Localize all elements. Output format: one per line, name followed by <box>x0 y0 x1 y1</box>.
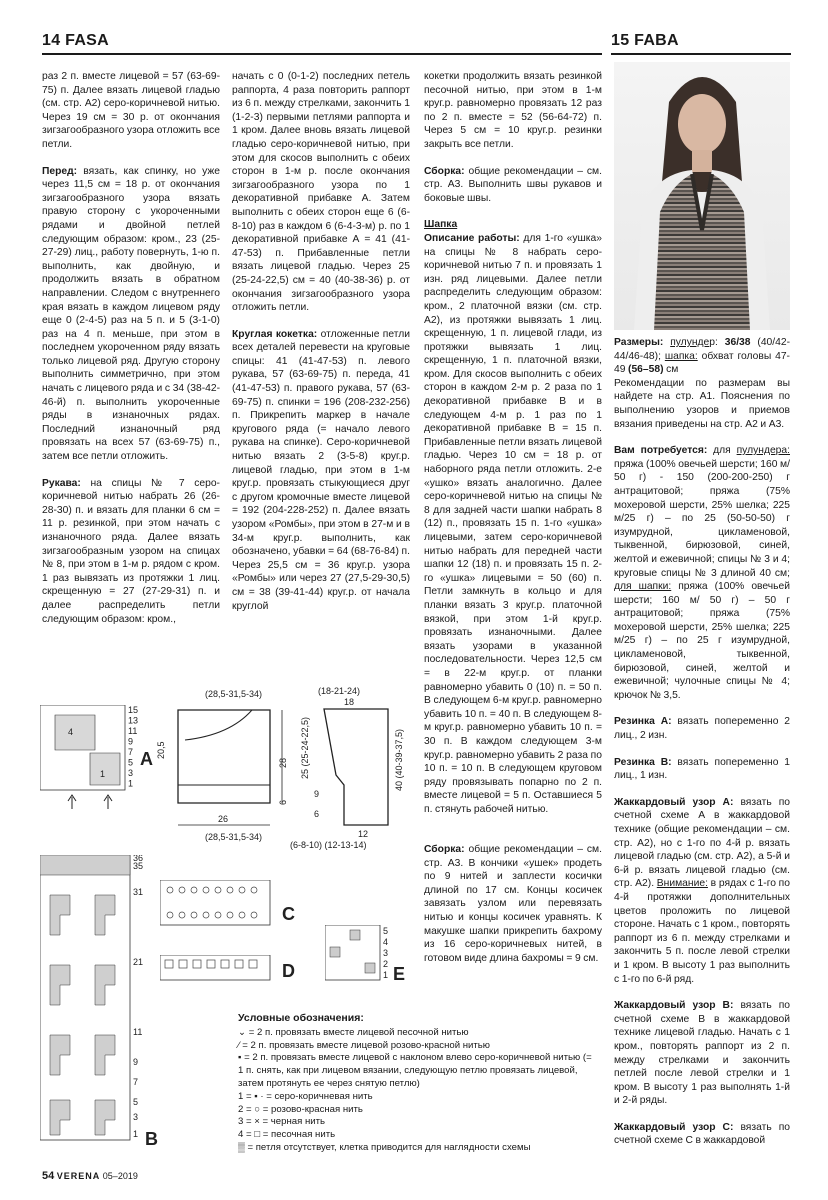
header-rule-right <box>611 53 791 55</box>
chart-c <box>160 880 305 950</box>
body-width-measure: 26 <box>218 814 229 824</box>
paragraph-rib-b: Резинка В: вязать попеременно 1 лиц., 1 изн. <box>614 756 791 782</box>
sleeve-9: 9 <box>314 789 320 799</box>
chart-b-row-number: 7 <box>133 1077 139 1087</box>
chart-b-row-number: 36 <box>133 855 144 863</box>
body-top-measure: (28,5-31,5-34) <box>205 689 263 699</box>
text-column-1 <box>42 70 220 639</box>
chart-b-row-number: 11 <box>133 1027 143 1037</box>
paragraph-jacquard-b: Жаккардовый узор В: вязать по счетной схеме В в жаккардовой технике лицевой гладью. Начать с 1 кром., повторять раппорт из 2 п. между стрелками и закончить петлей после левой стрелки и 1 кром. В высоту 1 раз выполнять 1-й и 2-й ряды. <box>614 1000 790 1107</box>
paragraph-materials: Вам потребуется: для пулундера: пряжа (100% овечьей шерсти; 160 м/ 50 г) - 150 (200-200-250) г антрацитовой; пряжа (75% мохеровой шерсти, 25% шелка; 225 м/25 г) – по 25 (50-50-50) г изумрудной, цикламеновой, тыквенной, бирюзовой, синей, желтой и ежевичной; спицы № 3 и 4; круговые спицы № 3 длиной 40 см; для шапки: пряжа (100% овечьей шерсти; 160 м/ 50 г) – 50 г антрацитовой; пряжа (75% мохеровой шерсти, 25% шелка; 225 м/25 г) – по 25 г изумрудной, цикламеновой, тыквенной, бирюзовой, синей, желтой и ежевичной; чулочные спицы № 4; крючок № 3,5. <box>614 445 790 701</box>
legend-item: ⌄ = 2 п. провязать вместе лицевой песочной нитью <box>238 1026 469 1038</box>
chart-a <box>40 705 158 810</box>
page-footer <box>42 1170 138 1182</box>
body-height-2: 6 <box>278 799 288 805</box>
chart-b-label: B <box>145 1129 158 1149</box>
page-header-left: 14 FASA <box>42 32 110 49</box>
sleeve-top-alt: (18-21-24) <box>318 686 361 696</box>
chart-e-label: E <box>393 964 406 984</box>
page-header-right: 15 FABA <box>611 32 679 49</box>
legend-item: 1 = ▪ · = серо-коричневая нить <box>238 1090 373 1102</box>
chart-b-row-number: 31 <box>133 887 144 897</box>
paragraph-yoke: Круглая кокетка: отложенные петли всех деталей перевести на круговые спицы: 41 (41-47-53) п. левого рукава, 57 (63-69-75) п. переда, 41 (41-47-53) п. правого рукава, 57 (63-69-75) п. спинки = 196 (208-232-256) п. Прикрепить маркер в начале кругового ряда (= начало левого рукава на спинке). Серо-коричневой нитью вязать 2 (3-5-8) круг.р. лицевой гладью, при этом в 1-м круг.р. провязать стыкующиеся друг с другом кромочные вместе лицевой = 192 (204-228-252) п. Далее вязать узором «Ромбы», при этом в 27-м и в 34-м круг.р. выполнить, как обозначено, убавки = 64 (68-76-84) п. Через 25,5 см = 36 круг.р. узора «Ромбы» или через 27 (27,5-29-30,5) см = 38 (39-41-44) круг.р. от начала круглой <box>232 328 410 612</box>
paragraph-jacquard-c: Жаккардовый узор С: вязать по счетной схеме С в жаккардовой <box>614 1121 790 1147</box>
paragraph-sizes: Размеры: пулундер: 36/38 (40/42-44/46-48); шапка: обхват головы 47-49 (56–58) см Рекомендации по размерам вы найдете на стр. А1. Пояснения по выполнению узоров и приемов вязания приведены на стр. А2 и А3. <box>614 337 791 430</box>
legend-item: ▒ = петля отсутствует, клетка приводится для наглядности схемы <box>238 1141 531 1153</box>
chart-d <box>160 955 305 995</box>
chart-d-label: D <box>282 961 295 981</box>
chart-a-row-number: 13 <box>128 715 139 726</box>
chart-b <box>40 855 165 1155</box>
sleeve-bottom-alts: (6-8-10) (12-13-14) <box>290 840 367 850</box>
body-bottom-measure: (28,5-31,5-34) <box>205 832 263 842</box>
paragraph: кокетки продолжить вязать резинкой песочной нитью, при этом в 1-м круг.р. равномерно провязать 12 раз по 2 п. вместе = 52 (56-64-72) п. Через 5 см = 10 круг.р. резинки закрыть все петли. <box>424 71 602 150</box>
model-photo <box>614 62 790 330</box>
page-number: 54 <box>42 1170 55 1182</box>
chart-a-row-number: 1 <box>128 778 134 789</box>
text-column-3 <box>424 70 602 829</box>
hat-heading: Шапка <box>424 219 458 231</box>
magazine-name: VERENA <box>56 1171 101 1181</box>
chart-a-row-number: 9 <box>128 736 134 747</box>
sleeve-height-1: 25 (25-24-22,5) <box>300 716 310 779</box>
sleeve-top-measure: 18 <box>344 697 355 707</box>
chart-b-row-number: 21 <box>133 957 144 967</box>
sleeve-schematic <box>296 685 421 840</box>
chart-b-row-number: 3 <box>133 1112 139 1122</box>
chart-b-row-number: 5 <box>133 1097 139 1107</box>
symbol-legend <box>238 1012 598 1155</box>
legend-item: 4 = □ = песочная нить <box>238 1129 336 1141</box>
chart-c-label: C <box>282 904 295 924</box>
paragraph: начать с 0 (0-1-2) последних петель раппорта, 4 раза повторить раппорт из 6 п. между стрелками, закончить 1 (1-2-3) первыми петлями раппорта и 1 кром. Далее вновь вязать лицевой гладью серо-коричневой нитью, при этом для скосов выполнить с обеих сторон в 1-м р. после окончания зигзагообразного узора по 1 декоративной прибавке А. Затем выполнить с обеих сторон еще 6 (6-8-10) раз в каждом 6 (6-4-3-м) р. по 1 декоративной прибавке А = 41 (41-47-53) п. Прибавленные петли вязать лицевой гладью. Через 25 (25-24-22,5) см = 40 (40-38-36) р. от окончания зигзагообразного узора отложить петли. <box>232 71 410 314</box>
text-column-2 <box>232 70 410 626</box>
legend-item: 2 = ○ = розово-красная нить <box>238 1103 363 1115</box>
chart-a-row-number: 5 <box>128 757 134 768</box>
header-rule-left <box>42 53 602 55</box>
sleeve-6: 6 <box>314 809 320 819</box>
issue-number: 05–2019 <box>102 1171 138 1181</box>
text-column-4 <box>614 336 790 1161</box>
chart-e-row-number: 1 <box>383 970 389 980</box>
chart-a-row-number: 3 <box>128 768 134 778</box>
chart-b-row-number: 9 <box>133 1057 139 1067</box>
paragraph-jacquard-a: Жаккардовый узор А: вязать по счетной схеме А в жаккардовой технике (общие рекомендации – см. стр. А2), но с 1-го по 4-й р. вязать лицевой гладью (см. стр. А2), а 5-й и 6-й р. вязать лицевой гладью (см. стр. А2). Внимание: в рядах с 1-го по 4-й протяжки дополнительных цветов проложить по лицевой стороне. Начать с 1 кром., повторять раппорт из 6 п. между стрелками и закончить 5 п. после левой стрелки и 1 кром. В высоту 1 раз выполнить с 1-го по 6-й ряд. <box>614 796 790 985</box>
chart-a-label: A <box>140 749 153 769</box>
body-height-total: 20,5 <box>156 741 166 759</box>
legend-item: 3 = × = черная нить <box>238 1116 326 1128</box>
paragraph-hat-assembly: Сборка: общие рекомендации – см. стр. А3. В кончики «ушек» продеть по 9 нитей и заплести косички длиной по 17 см. Концы косичек завязать узлом или перевязать нитью и концы косичек уравнять. К макушке шапки прикрепить бахрому из 16 серо-коричневых нитей, в готовом виде длина бахромы = 9 см. <box>424 844 602 964</box>
legend-item: ⁄ = 2 п. провязать вместе лицевой розово-красной нитью <box>238 1039 491 1051</box>
legend-title: Условные обозначения: <box>238 1012 364 1024</box>
chart-a-row-number: 15 <box>128 705 139 715</box>
sleeve-bottom-measure: 12 <box>358 829 369 839</box>
chart-e-row-number: 5 <box>383 926 389 936</box>
paragraph-front: Перед: вязать, как спинку, но уже через 11,5 см = 18 р. от окончания зигзагообразного узора вязать правую сторону с укороченными рядами и двойной петлей следующим образом: кром., 23 (25-27-29) лиц., работу повернуть, 1-ю п. выполнить, как двойную, и продолжить вязать в обратном направлении. Следом с внутреннего края вязать в каждом лицевом ряду еще 0 (2-4-5) раз на 5 п. и 5 (3-1-0) раз на 4 п. меньше, при этом в последнем укороченном ряду вязать только лицевой ряд. Другую сторону выполнить симметрично, при этом начать с лицевого ряда и с 34 (38-42-46-й) п. выполнить укороченные ряды в изнаночных рядах. Последний изнаночный ряд провязать на всех 57 (63-69-75) п., затем все петли отложить. <box>42 165 220 463</box>
chart-e-row-number: 3 <box>383 948 389 958</box>
paragraph-rib-a: Резинка А: вязать попеременно 2 лиц., 2 изн. <box>614 716 791 742</box>
svg-text:1: 1 <box>100 769 106 779</box>
text-column-3-bottom <box>424 843 602 978</box>
paragraph-hat-desc: Описание работы: для 1-го «ушка» на спицы № 8 набрать серо-коричневой нитью 7 п. и провязать 1 изн. ряд лицевыми. Далее петли распределить следующим образом: кром., 2 платочной вязки (см. стр. А2), из протяжки вывязать 1 лиц. скрещенную, 1 п. лицевой глади, из протяжки вывязать 1 лиц. скрещенную, 1 п. платочной вязки, кром. Для скосов выполнить с обеих сторон в каждом 2-м р. 2 раза по 1 декоративной прибавке В и в следующем 4-м р. 1 раз по 1 декоративной прибавке В = 15 п. Прибавленные петли вязать лицевой гладью. Через 10 см = 18 р. от наборного ряда петли отложить. 2-е «ушко» вязать аналогично. Далее серо-коричневой нитью на спицы № 8 для задней части шапки набрать 8 (12) п., провязать 15 п. 1-го «ушка» лицевыми, затем серо-коричневой нитью набрать для передней части шапки 12 (18) п. и провязать 15 п. 2-го «ушка» лицевыми = 50 (60) п. Петли замкнуть в кольцо и для планки вязать 3 круг.р. платочной вязкой, при этом 1-й круг.р. провязать изнаночными. Далее вязать узорами в указанной последовательности. Через 12,5 см = в 22-м круг.р. от планки равномерно убавить 0 (10) п. = 50 п. В следующем 6-м круг.р. равномерно убавить 10 п. = 40 п. В следующем 8-м круг.р. равномерно убавить 10 п. = 30 п. В каждом следующем 3-м круг.р. равномерно убавить 2 раза по 10 п. = 10 п. В следующем круговом ряду провязывать попарно по 2 п. вместе лицевой = 5 п. Оставшиеся 5 п. стянуть рабочей нитью. <box>424 232 602 815</box>
model-illustration <box>614 62 790 330</box>
paragraph-assembly: Сборка: общие рекомендации – см. стр. А3. Выполнить швы рукавов и боковые швы. <box>424 165 602 204</box>
chart-e-row-number: 2 <box>383 959 389 969</box>
svg-text:4: 4 <box>68 727 74 737</box>
chart-a-row-number: 11 <box>128 726 138 736</box>
chart-a-row-number: 7 <box>128 747 134 757</box>
paragraph: раз 2 п. вместе лицевой = 57 (63-69-75) п. Далее вязать лицевой гладью (см. стр. А2) серо-коричневой нитью. Через 19 см = 30 р. от окончания зигзагообразного узора отложить все петли. <box>42 71 220 150</box>
sleeve-height-2: 40 (40-39-37,5) <box>394 728 404 791</box>
chart-e-row-number: 4 <box>383 937 389 947</box>
chart-e <box>325 925 415 1005</box>
legend-item: ▪ = 2 п. провязать вместе лицевой с наклоном влево серо-коричневой нитью (= 1 п. снять, как при лицевом вязании, следующую петлю провязать лицевой, затем протянуть ее через снятую петлю) <box>238 1052 592 1089</box>
paragraph-sleeves: Рукава: на спицы № 7 серо-коричневой нитью набрать 26 (26-28-30) п. и вязать для планки 6 см = 11 р. резинкой, при этом начать с изнаночного ряда. Далее вязать зигзагообразным узором на спицах № 8, при этом в 1-м р. рядом с кром. 1 раз вывязать из протяжки 1 лиц. скрещенную = 27 (27-29-31) п. и далее распределить петли следующим образом: кром., <box>42 477 220 625</box>
chart-b-row-number: 35 <box>133 861 144 871</box>
chart-b-row-number: 1 <box>133 1129 139 1139</box>
body-height-1: 28 <box>278 757 288 768</box>
